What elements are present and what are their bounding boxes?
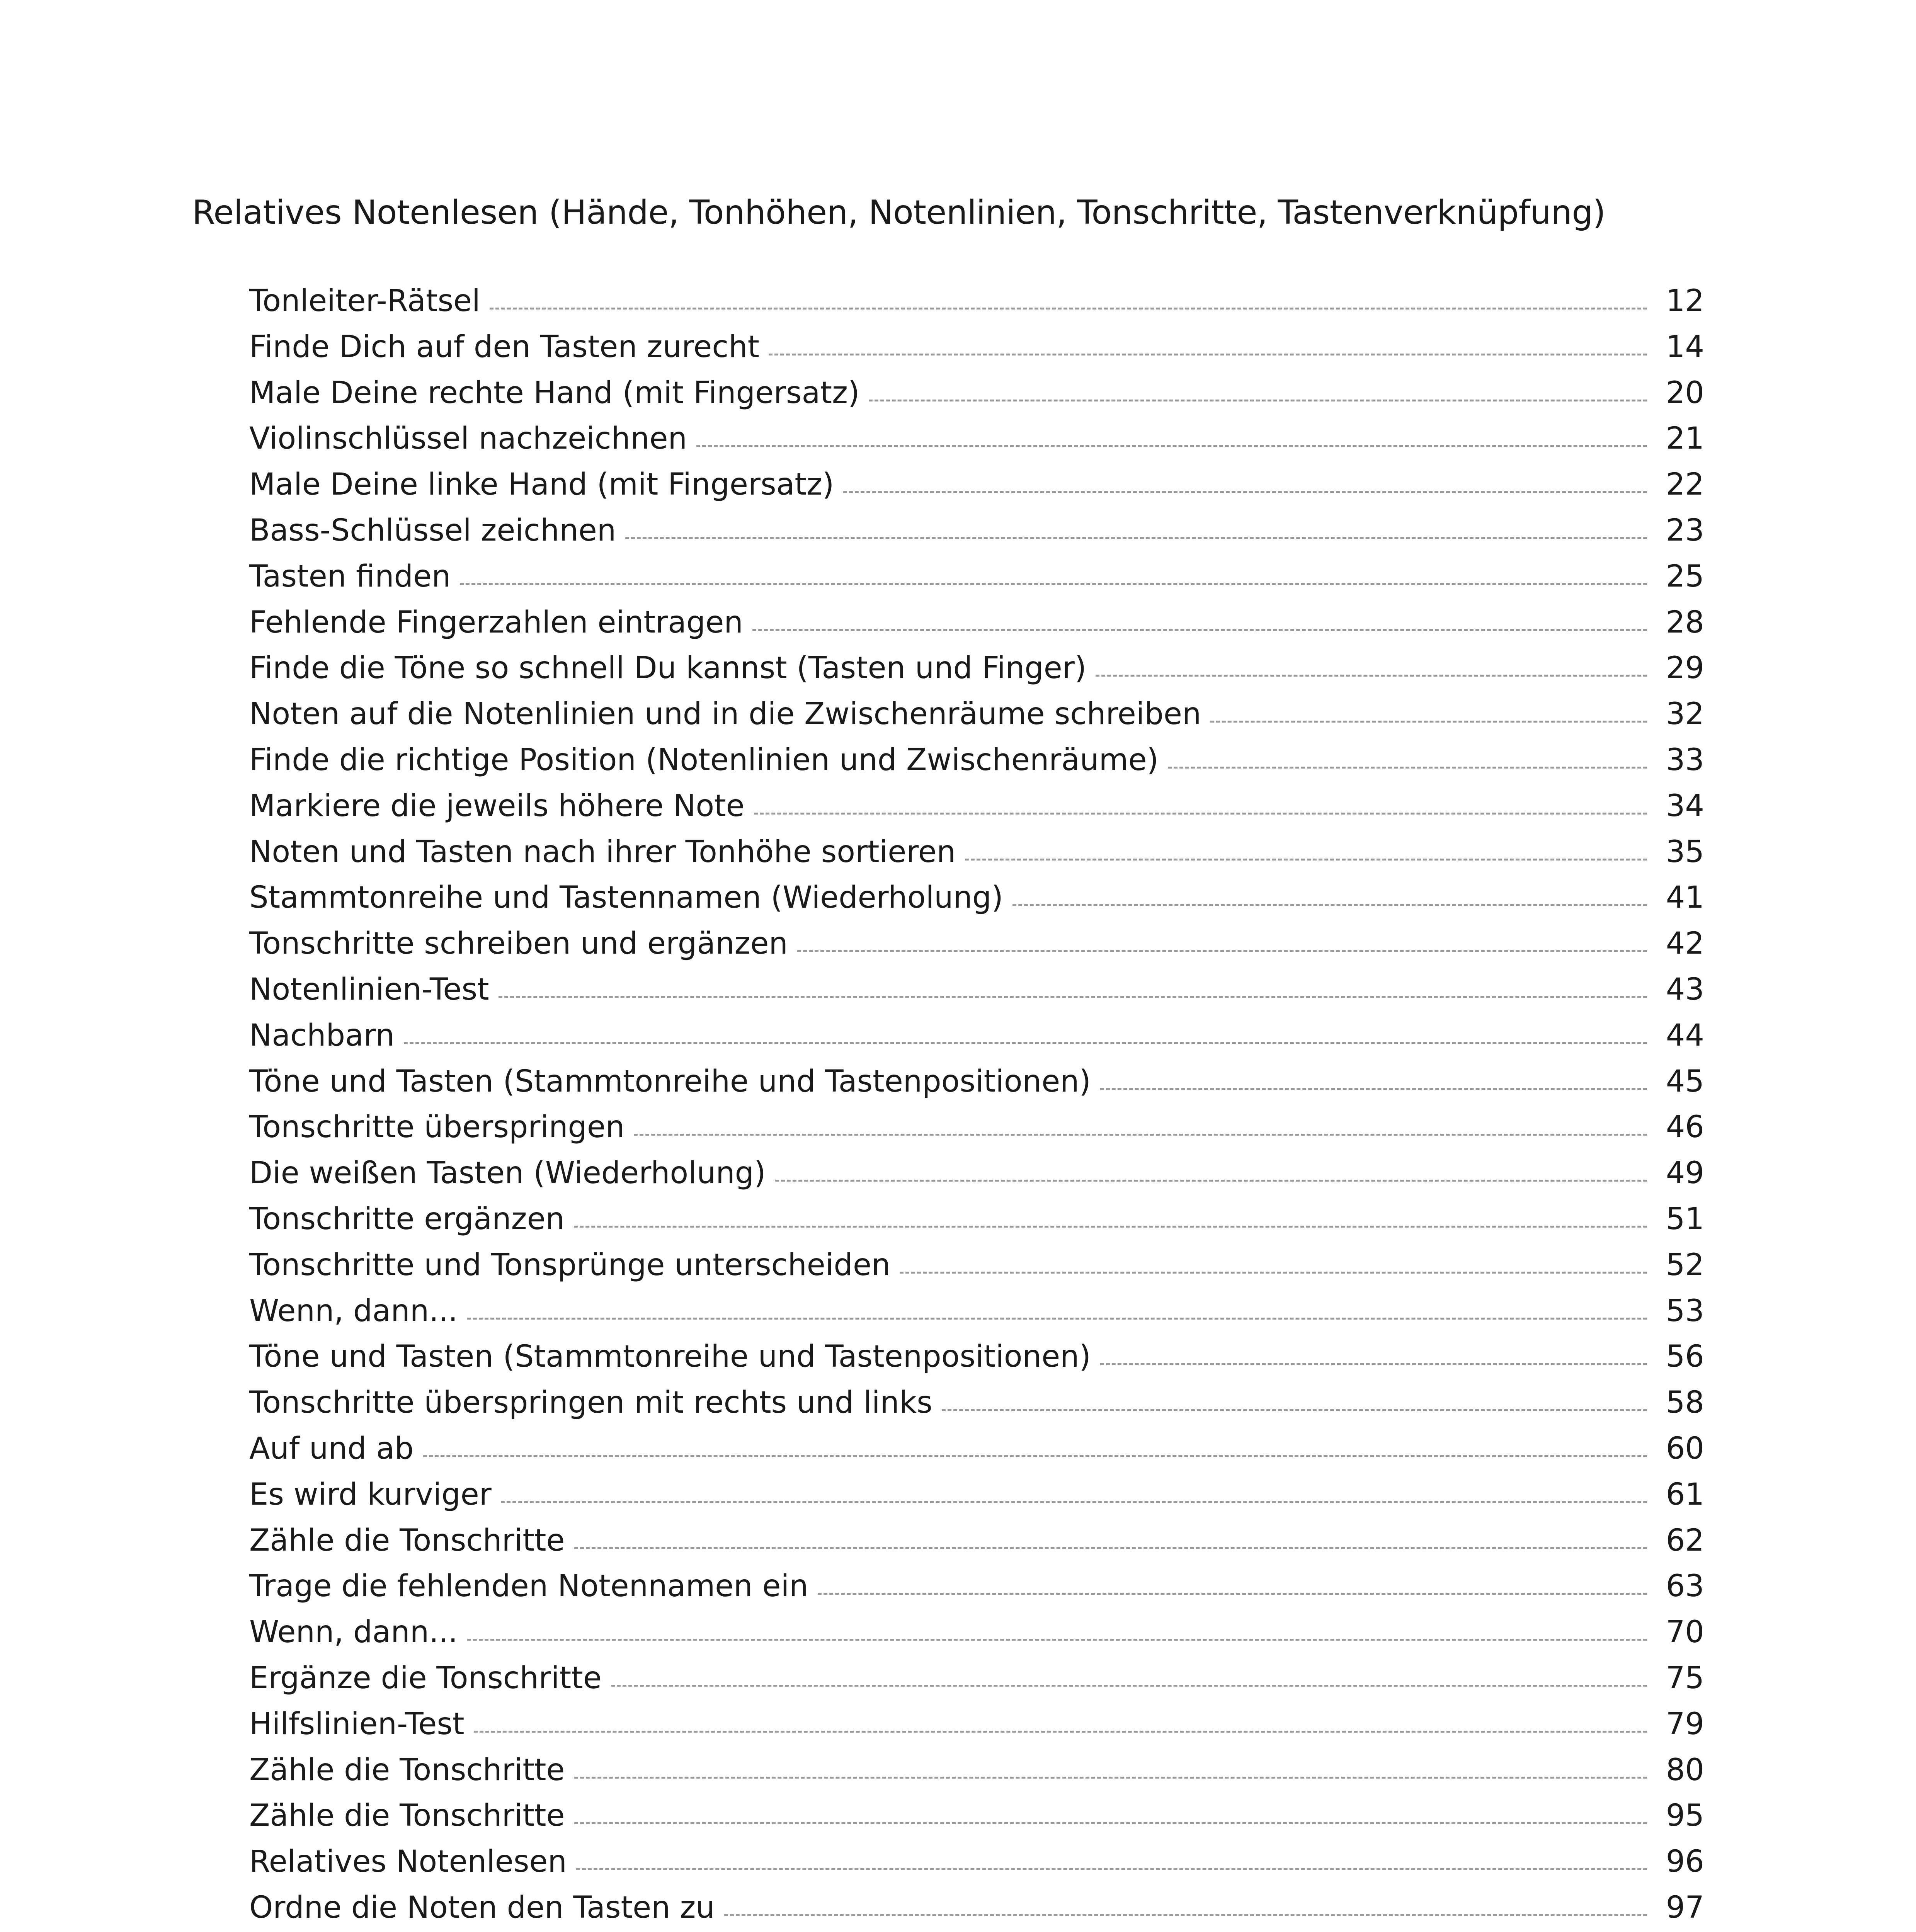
toc-entry-page-number: 75 [1666, 1660, 1704, 1696]
toc-entry-page-number: 56 [1666, 1339, 1704, 1374]
toc-entry [249, 1150, 1704, 1196]
toc-entry-page-number: 28 [1666, 605, 1704, 640]
toc-entry-page-number: 41 [1666, 880, 1704, 915]
toc-entry-title: Ergänze die Tonschritte [249, 1660, 602, 1696]
toc-entry [249, 691, 1704, 737]
toc-entry [249, 1655, 1704, 1701]
dotted-leader [474, 1731, 1647, 1733]
toc-entry [249, 1563, 1704, 1609]
toc-entry-page-number: 25 [1666, 559, 1704, 594]
dotted-leader [499, 996, 1647, 998]
toc-entry-page-number: 80 [1666, 1752, 1704, 1787]
toc-entry-page-number: 42 [1666, 926, 1704, 961]
toc-entry-title: Tonschritte überspringen [249, 1110, 625, 1145]
toc-entry-title: Zähle die Tonschritte [249, 1752, 565, 1787]
toc-entry-page-number: 12 [1666, 284, 1704, 318]
toc-entry [249, 1839, 1704, 1885]
toc-entry-title: Ordne die Noten den Tasten zu [249, 1890, 715, 1925]
dotted-leader [1210, 721, 1647, 723]
toc-entry-page-number: 22 [1666, 467, 1704, 502]
toc-entry-page-number: 63 [1666, 1569, 1704, 1604]
section-heading: Relatives Notenlesen (Hände, Tonhöhen, Notenlinien, Tonschritte, Tastenverknüpfung) [192, 193, 1606, 232]
toc-entry-title: Tasten finden [249, 559, 451, 594]
toc-entry-page-number: 49 [1666, 1156, 1704, 1191]
dotted-leader [404, 1042, 1647, 1044]
toc-entry-title: Violinschlüssel nachzeichnen [249, 421, 687, 456]
toc-entry [249, 416, 1704, 462]
dotted-leader [490, 308, 1647, 310]
dotted-leader [696, 445, 1647, 447]
toc-entry-page-number: 20 [1666, 375, 1704, 410]
toc-entry [249, 1380, 1704, 1426]
toc-entry-page-number: 52 [1666, 1247, 1704, 1282]
toc-entry [249, 278, 1704, 324]
toc-entry [249, 967, 1704, 1013]
dotted-leader [423, 1455, 1647, 1457]
toc-entry-page-number: 62 [1666, 1523, 1704, 1558]
toc-entry [249, 1242, 1704, 1288]
toc-entry-title: Es wird kurviger [249, 1477, 492, 1512]
dotted-leader [965, 859, 1647, 861]
toc-entry-page-number: 43 [1666, 972, 1704, 1007]
dotted-leader [843, 491, 1647, 493]
dotted-leader [574, 1226, 1647, 1228]
toc-entry-page-number: 14 [1666, 329, 1704, 364]
toc-entry-page-number: 21 [1666, 421, 1704, 456]
toc-entry [249, 737, 1704, 783]
toc-entry [249, 1472, 1704, 1518]
toc-entry-page-number: 32 [1666, 697, 1704, 732]
toc-entry-title: Töne und Tasten (Stammtonreihe und Tastenpositionen) [249, 1339, 1091, 1374]
toc-entry-page-number: 79 [1666, 1706, 1704, 1742]
toc-entry [249, 1196, 1704, 1242]
dotted-leader [460, 583, 1647, 585]
toc-entry-title: Zähle die Tonschritte [249, 1798, 565, 1833]
dotted-leader [775, 1180, 1647, 1182]
toc-entry-title: Finde die Töne so schnell Du kannst (Tasten und Finger) [249, 651, 1087, 686]
toc-entry-page-number: 46 [1666, 1110, 1704, 1145]
toc-entry-title: Finde Dich auf den Tasten zurecht [249, 329, 760, 364]
toc-entry-page-number: 23 [1666, 513, 1704, 548]
toc-entry-title: Wenn, dann... [249, 1615, 458, 1650]
toc-entry-title: Markiere die jeweils höhere Note [249, 788, 745, 823]
dotted-leader [1168, 767, 1647, 769]
toc-entry [249, 783, 1704, 829]
toc-entry [249, 1288, 1704, 1334]
dotted-leader [574, 1777, 1647, 1779]
toc-entry [249, 1609, 1704, 1655]
dotted-leader [1012, 904, 1647, 906]
toc-entry-title: Relatives Notenlesen [249, 1844, 567, 1879]
toc-entry [249, 508, 1704, 554]
dotted-leader [1100, 1088, 1647, 1090]
toc-entry-title: Nachbarn [249, 1018, 395, 1053]
dotted-leader [576, 1868, 1647, 1870]
toc-entry-page-number: 29 [1666, 651, 1704, 686]
toc-entry [249, 1518, 1704, 1564]
toc-entry-title: Noten auf die Notenlinien und in die Zwischenräume schreiben [249, 697, 1201, 732]
toc-entry-page-number: 96 [1666, 1844, 1704, 1879]
dotted-leader [1100, 1363, 1647, 1365]
dotted-leader [724, 1914, 1647, 1916]
toc-entry [249, 1701, 1704, 1747]
toc-entry [249, 1747, 1704, 1793]
toc-entry-title: Trage die fehlenden Notennamen ein [249, 1569, 808, 1604]
toc-entry-title: Male Deine linke Hand (mit Fingersatz) [249, 467, 834, 502]
dotted-leader [611, 1685, 1647, 1687]
toc-entry [249, 462, 1704, 508]
toc-entry [249, 1793, 1704, 1839]
dotted-leader [574, 1822, 1647, 1824]
toc-entry-title: Finde die richtige Position (Notenlinien und Zwischenräume) [249, 742, 1159, 777]
toc-entry-title: Tonschritte überspringen mit rechts und links [249, 1385, 932, 1420]
toc-entry [249, 875, 1704, 921]
toc-entry-title: Fehlende Fingerzahlen eintragen [249, 605, 743, 640]
toc-entry-page-number: 60 [1666, 1431, 1704, 1466]
dotted-leader [818, 1593, 1647, 1595]
toc-entry [249, 1059, 1704, 1105]
toc-entry-page-number: 70 [1666, 1615, 1704, 1650]
toc-entry-title: Stammtonreihe und Tastennamen (Wiederholung) [249, 880, 1003, 915]
dotted-leader [752, 629, 1647, 631]
dotted-leader [769, 354, 1647, 355]
toc-entry-title: Male Deine rechte Hand (mit Fingersatz) [249, 375, 860, 410]
toc-entry-title: Töne und Tasten (Stammtonreihe und Tastenpositionen) [249, 1064, 1091, 1099]
toc-entry [249, 600, 1704, 646]
dotted-leader [625, 537, 1647, 539]
toc-entry-page-number: 97 [1666, 1890, 1704, 1925]
toc-entry [249, 645, 1704, 691]
toc-entry-page-number: 35 [1666, 834, 1704, 869]
toc-entry-title: Wenn, dann... [249, 1293, 458, 1328]
toc-entry-page-number: 95 [1666, 1798, 1704, 1833]
toc-entry-title: Bass-Schlüssel zeichnen [249, 513, 616, 548]
dotted-leader [467, 1318, 1647, 1320]
dotted-leader [467, 1639, 1647, 1641]
toc-entry-page-number: 58 [1666, 1385, 1704, 1420]
table-of-contents [249, 278, 1704, 1932]
toc-entry [249, 921, 1704, 967]
toc-entry-title: Tonschritte schreiben und ergänzen [249, 926, 788, 961]
toc-entry-page-number: 61 [1666, 1477, 1704, 1512]
toc-entry [249, 324, 1704, 370]
toc-entry-page-number: 34 [1666, 788, 1704, 823]
dotted-leader [754, 813, 1647, 815]
toc-entry-title: Tonschritte ergänzen [249, 1201, 565, 1236]
dotted-leader [574, 1547, 1647, 1549]
dotted-leader [942, 1409, 1647, 1411]
toc-entry-page-number: 53 [1666, 1293, 1704, 1328]
toc-entry [249, 1104, 1704, 1150]
toc-entry-title: Tonleiter-Rätsel [249, 284, 480, 318]
toc-entry-title: Noten und Tasten nach ihrer Tonhöhe sortieren [249, 834, 956, 869]
toc-entry [249, 370, 1704, 416]
toc-entry [249, 1426, 1704, 1472]
dotted-leader [869, 400, 1647, 401]
toc-entry-page-number: 44 [1666, 1018, 1704, 1053]
dotted-leader [501, 1501, 1647, 1503]
dotted-leader [634, 1134, 1647, 1136]
toc-entry-title: Zähle die Tonschritte [249, 1523, 565, 1558]
toc-entry-title: Hilfslinien-Test [249, 1706, 465, 1742]
toc-entry [249, 1013, 1704, 1059]
toc-entry-page-number: 45 [1666, 1064, 1704, 1099]
toc-entry [249, 1334, 1704, 1380]
toc-entry [249, 829, 1704, 875]
dotted-leader [797, 950, 1647, 952]
toc-entry-title: Auf und ab [249, 1431, 414, 1466]
dotted-leader [1096, 675, 1647, 677]
dotted-leader [900, 1272, 1647, 1274]
toc-entry [249, 554, 1704, 600]
toc-entry [249, 1885, 1704, 1931]
toc-entry-page-number: 51 [1666, 1201, 1704, 1236]
toc-entry-title: Tonschritte und Tonsprünge unterscheiden [249, 1247, 891, 1282]
toc-entry-title: Notenlinien-Test [249, 972, 489, 1007]
toc-entry-page-number: 33 [1666, 742, 1704, 777]
toc-entry-title: Die weißen Tasten (Wiederholung) [249, 1156, 766, 1191]
